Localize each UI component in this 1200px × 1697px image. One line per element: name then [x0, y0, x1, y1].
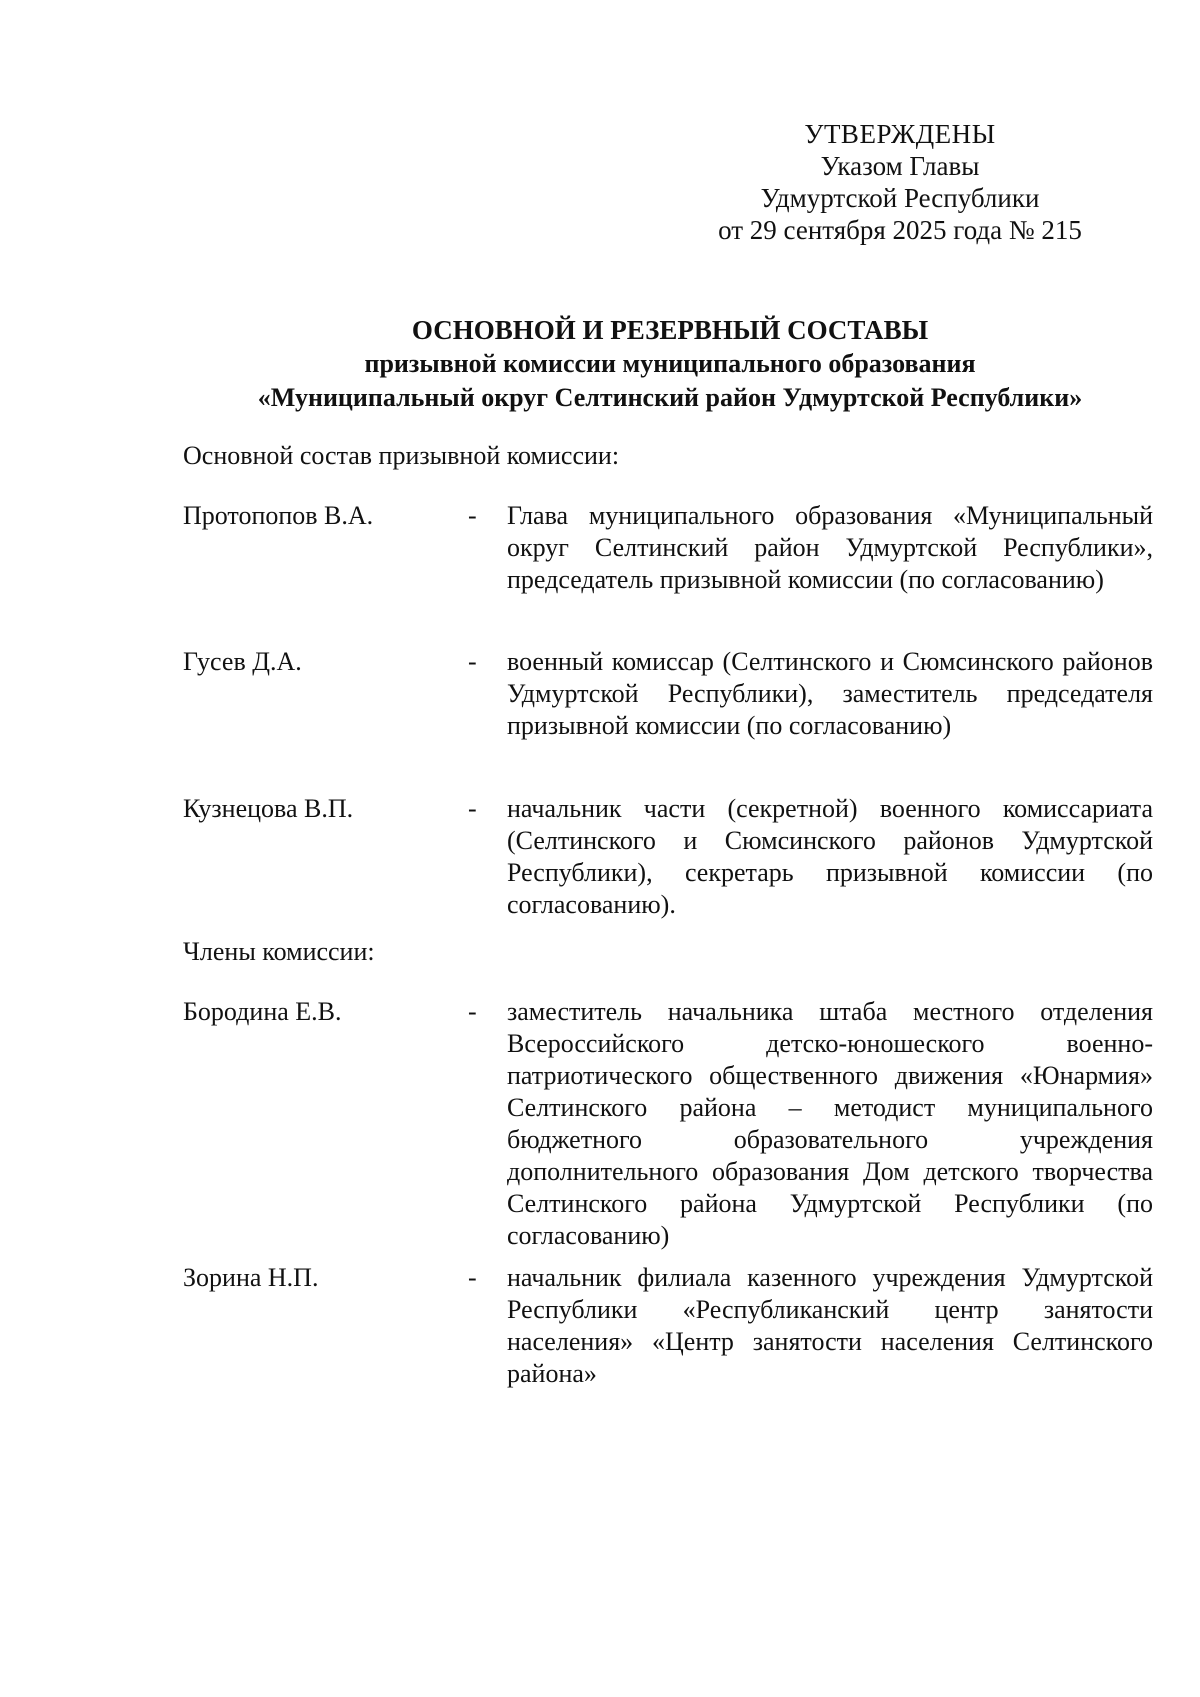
person-role: заместитель начальника штаба местного отделения Всероссийского детско-юношеского военно-патриотического общественного движения «Юнармия» Селтинского района – методист муниципального бюджетного образовательного учреждения дополнительного образования Дом детского творчества Селтинского района Удмуртской Республики (по согласованию) [507, 997, 1153, 1250]
dash-separator: - [468, 647, 477, 676]
approval-authority: Указом Главы [820, 151, 980, 181]
approval-date-number: от 29 сентября 2025 года № 215 [718, 215, 1082, 245]
person-role: военный комиссар (Селтинского и Сюмсинского районов Удмуртской Республики), заместитель председателя призывной комиссии (по согласованию) [507, 647, 1153, 740]
dash-separator: - [468, 501, 477, 530]
person-name: Бородина Е.В. [183, 997, 342, 1026]
dash-separator: - [468, 794, 477, 823]
dash-separator: - [468, 997, 477, 1026]
document-title [150, 313, 1190, 415]
person-name: Протопопов В.А. [183, 501, 374, 530]
person-name: Кузнецова В.П. [183, 794, 354, 823]
approval-block [690, 118, 1110, 246]
approval-region: Удмуртской Республики [760, 183, 1040, 213]
person-name: Гусев Д.А. [183, 647, 302, 676]
title-line-1: ОСНОВНОЙ И РЕЗЕРВНЫЙ СОСТАВЫ [411, 315, 929, 345]
person-role: начальник части (секретной) военного комиссариата (Селтинского и Сюмсинского районов Удмуртской Республики), секретарь призывной комиссии (по согласованию). [507, 794, 1153, 919]
person-role: Глава муниципального образования «Муниципальный округ Селтинский район Удмуртской Республики», председатель призывной комиссии (по согласованию) [507, 501, 1153, 594]
main-section-label: Основной состав призывной комиссии: [183, 441, 620, 470]
approval-heading: УТВЕРЖДЕНЫ [804, 119, 996, 149]
dash-separator: - [468, 1263, 477, 1292]
person-name: Зорина Н.П. [183, 1263, 319, 1292]
title-line-3: «Муниципальный округ Селтинский район Удмуртской Республики» [257, 383, 1083, 412]
person-role: начальник филиала казенного учреждения Удмуртской Республики «Республиканский центр занятости населения» «Центр занятости населения Селтинского района» [507, 1263, 1153, 1388]
title-line-2: призывной комиссии муниципального образования [364, 349, 976, 378]
members-section-label: Члены комиссии: [183, 937, 375, 966]
